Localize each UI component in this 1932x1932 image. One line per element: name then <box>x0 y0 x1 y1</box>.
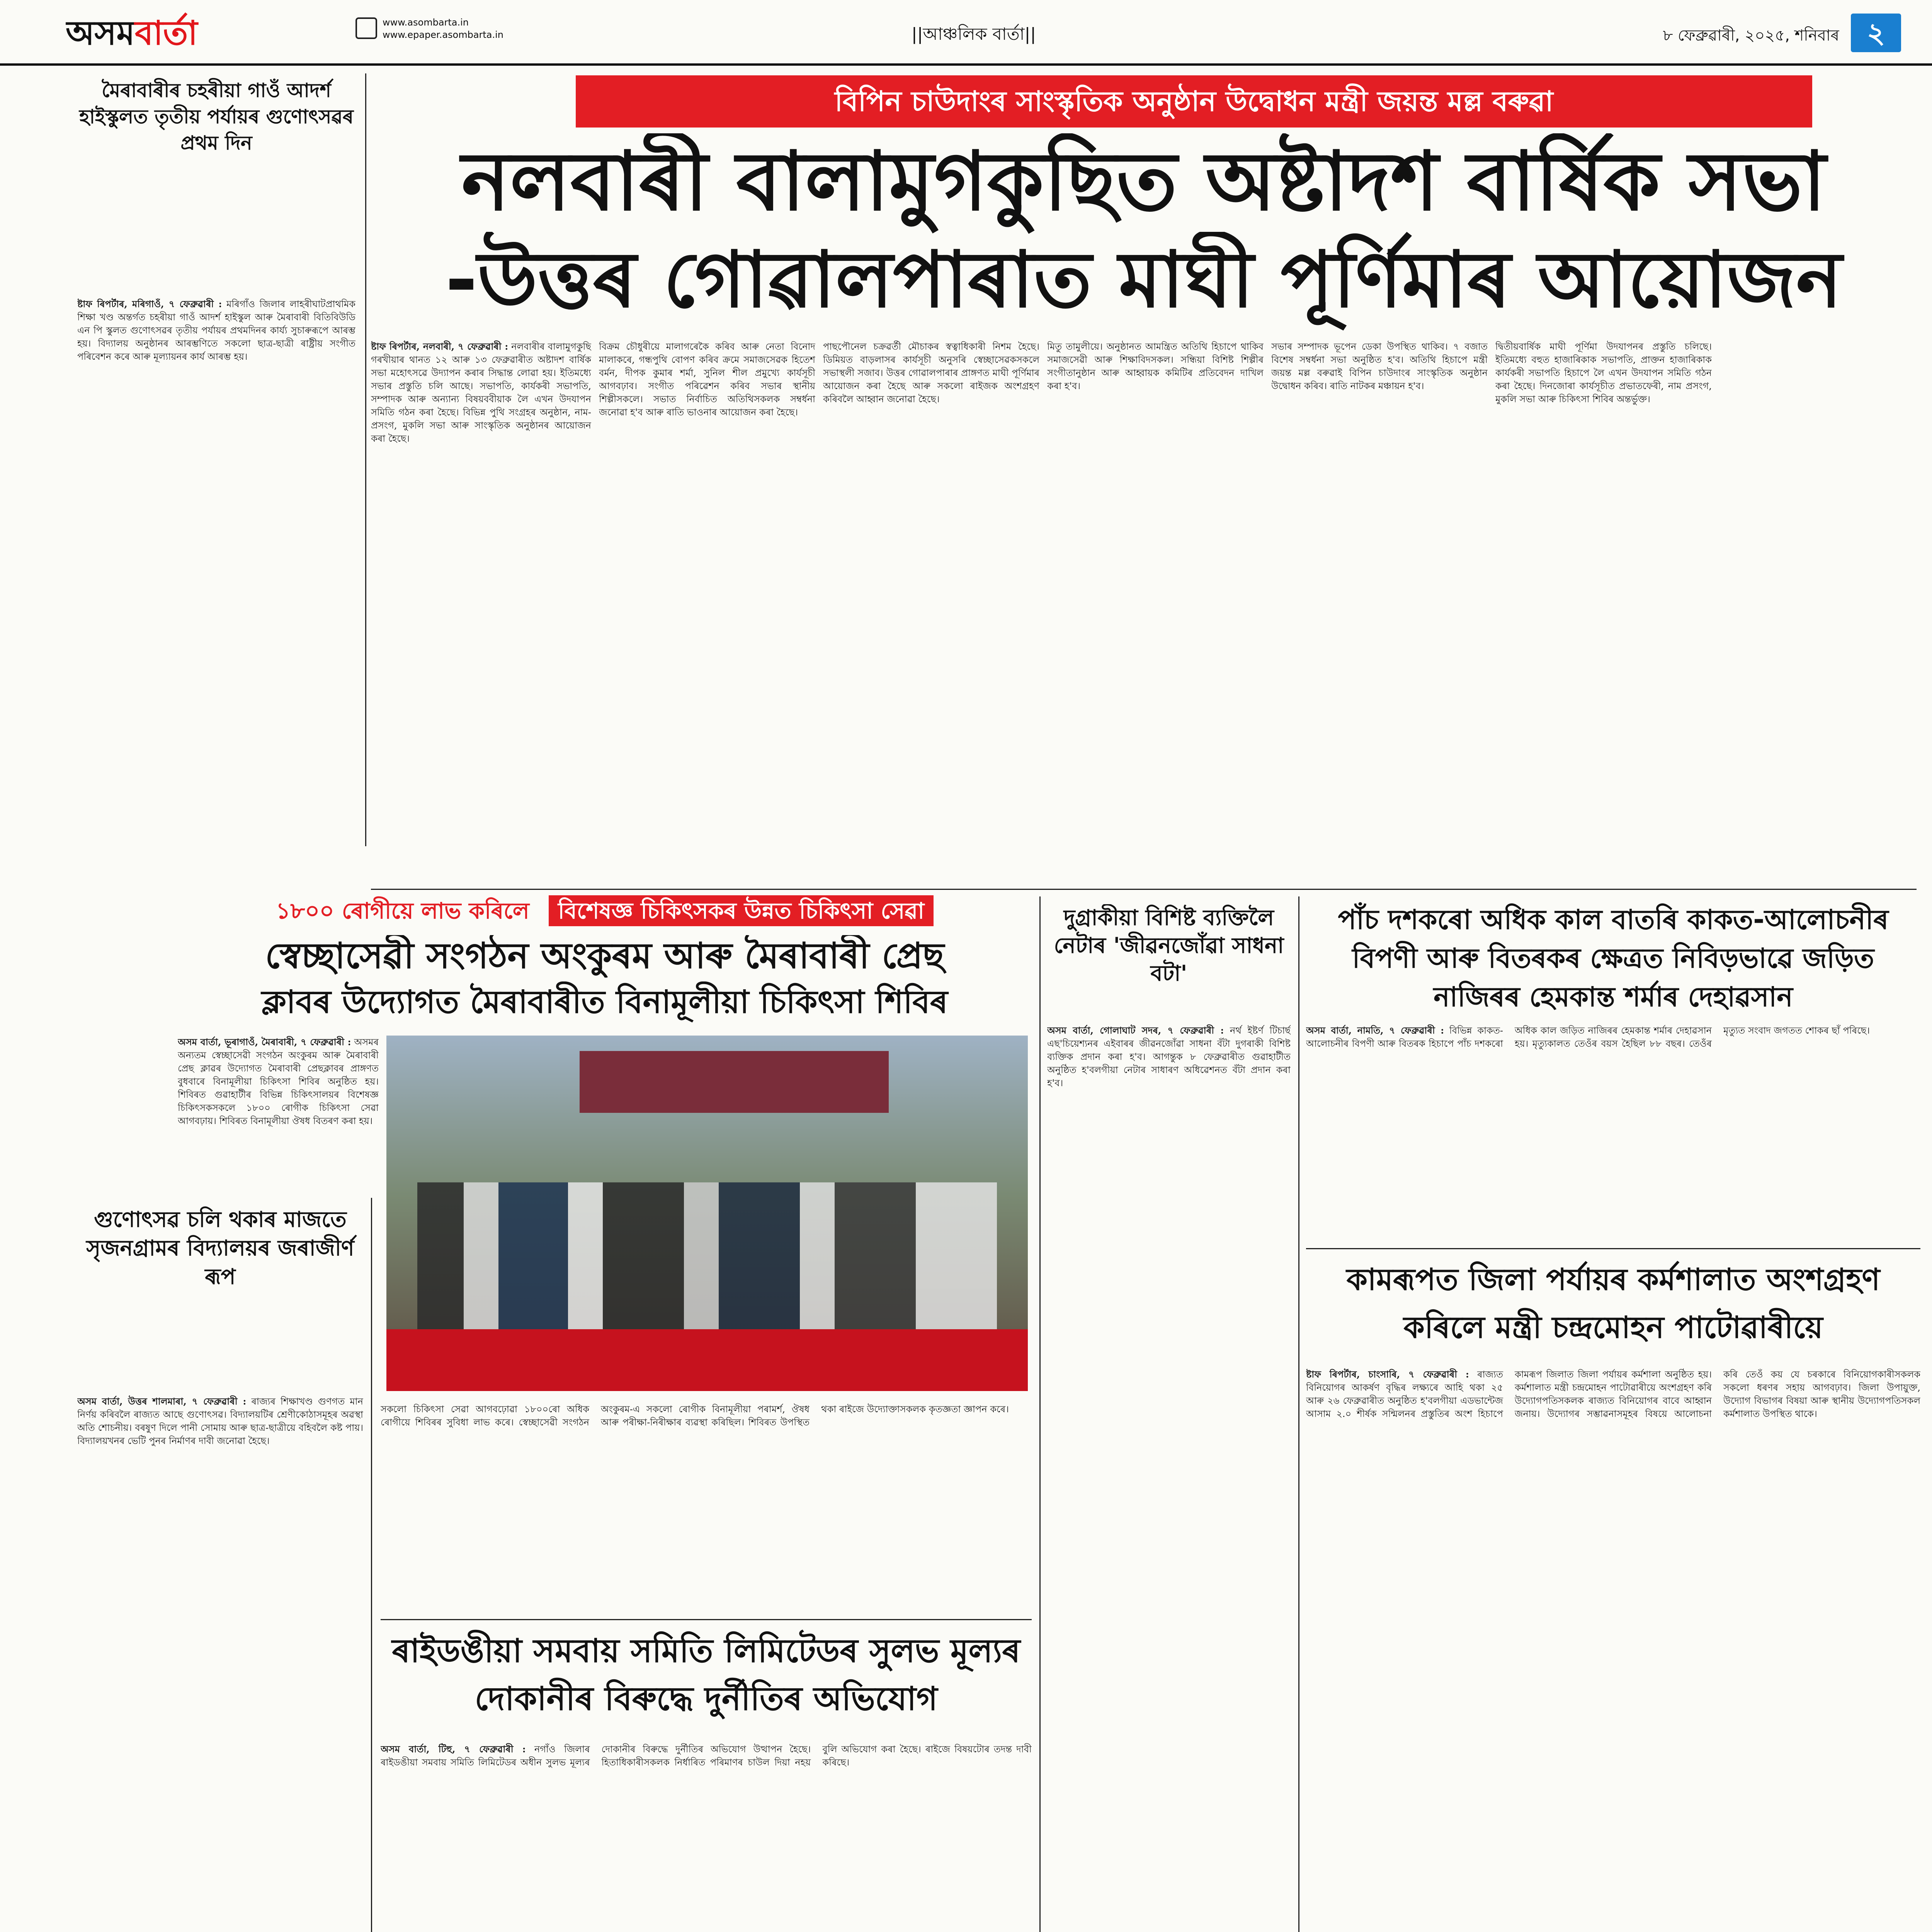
kamrup-dateline: ষ্টাফ ৰিপৰ্টাৰ, চাংসাৰি, ৭ ফেব্ৰুৱাৰী : <box>1306 1369 1469 1380</box>
col8-story <box>1719 340 1920 842</box>
page-number-text: ২ <box>1867 17 1885 49</box>
web-addresses <box>383 16 614 47</box>
globe-icon <box>355 17 377 39</box>
top-section-divider <box>371 889 1917 890</box>
camp-photo-table <box>386 1329 1028 1391</box>
col6-story: সভাৰ সম্পাদক ভূপেন ডেকা উপস্থিত থাকিব। ৭ বজাত বিশেষ সম্বৰ্ধনা সভা অনুষ্ঠিত হ'ব। অতিথি হিচাপে মন্ত্ৰী জয়ন্ত মল্ল বৰুৱাই বিপিন চাউদাংৰ সাংস্কৃতিক অনুষ্ঠান উদ্বোধন কৰিব। ৰাতি নাটকৰ মঞ্চায়ন হ'ব। <box>1271 341 1488 391</box>
web-link-2[interactable]: www.epaper.asombarta.in <box>383 29 504 40</box>
col2-dateline: ষ্টাফ ৰিপৰ্টাৰ, নলবাৰী, ৭ ফেব্ৰুৱাৰী : <box>371 341 509 352</box>
raidongia-text: নগাঁও জিলাৰ ৰাইডঙীয়া সমবায় সমিতি লিমিটেডৰ অধীন সুলভ মূল্যৰ দোকানীৰ বিৰুদ্ধে দুৰ্নীতিৰ অভিযোগ উত্থাপন হৈছে। হিতাধিকাৰীসকলক নিৰ্ধাৰিত পৰিমাণৰ চাউল দিয়া নহয় বুলি অভিযোগ কৰা হৈছে। ৰাইজে বিষয়টোৰ তদন্ত দাবী কৰিছে। <box>381 1744 1032 1768</box>
hemakanta-dateline: অসম বাৰ্তা, নামতি, ৭ ফেব্ৰুৱাৰী : <box>1306 1025 1444 1036</box>
web-link-1[interactable]: www.asombarta.in <box>383 17 469 28</box>
camp-kicker-right-text: বিশেষজ্ঞ চিকিৎসকৰ উন্নত চিকিৎসা সেৱা <box>558 898 925 924</box>
camp-bottom-rule <box>381 1619 1032 1620</box>
raidongia-dateline: অসম বাৰ্তা, টিহু, ৭ ফেব্ৰুৱাৰী : <box>381 1743 526 1755</box>
camp-body-2: সকলো চিকিৎসা সেৱা আগবঢ়োৱা ১৮০০ৰো অধিক ৰোগীয়ে শিবিৰৰ সুবিধা লাভ কৰে। স্বেচ্ছাসেৱী সংগঠন অংকুৰম-এ সকলো ৰোগীক বিনামূলীয়া পৰামৰ্শ, ঔষধ আৰু পৰীক্ষা-নিৰীক্ষাৰ ব্যৱস্থা কৰিছিল। শিবিৰত উপস্থিত থকা ৰাইজে উদ্যোক্তাসকলক কৃতজ্ঞতা জ্ঞাপন কৰে। <box>381 1404 1009 1428</box>
logo-left: অসম <box>66 14 135 50</box>
camp-headline-1: স্বেচ্ছাসেৱী সংগঠন অংকুৰম আৰু মৈৰাবাৰী প্ৰেছ <box>265 935 944 976</box>
camp-dateline: অসম বাৰ্তা, ভূৰাগাওঁ, মৈৰাবাৰী, ৭ ফেব্ৰুৱাৰী : <box>178 1036 351 1048</box>
left-story-text: মৰিগাঁও জিলাৰ লাহৰীঘাটপ্ৰাথমিক শিক্ষা খণ্ড অন্তৰ্গত চহৰীয়া গাওঁ আদৰ্শ হাইস্কুল আৰু মৈৰাবাৰী বিতিবিউডি এন পি স্কুলত গুণোৎসৱৰ তৃতীয় পৰ্যায়ৰ প্ৰথমদিনৰ কাৰ্য্য সুচাৰুৰূপে আৰম্ভ হয়। বিদ্যালয় অনুষ্ঠানৰ আৰম্ভণিতে সকলো ছাত্ৰ-ছাত্ৰী ৰাষ্ট্ৰীয় সংগীত পৰিবেশন কৰে আৰু মূল্যায়নৰ কাৰ্য আৰম্ভ হয়। <box>77 299 355 362</box>
masthead <box>0 0 1932 66</box>
hemakanta-text: বিভিন্ন কাকত-আলোচনীৰ বিপণী আৰু বিতৰক হিচাপে পাঁচ দশকৰো অধিক কাল জড়িত নাজিৰৰ হেমকান্ত শৰ্মাৰ দেহাৱসান হয়। মৃত্যুকালত তেওঁৰ বয়স হৈছিল ৮৮ বছৰ। তেওঁৰ মৃত্যুত সংবাদ জগতত শোকৰ ছাঁ পৰিছে। <box>1306 1025 1870 1049</box>
banner-headline-2: -উত্তৰ গোৱালপাৰাত মাঘী পূৰ্ণিমাৰ আয়োজন <box>445 235 1842 325</box>
middle-right-divider <box>1298 896 1299 1932</box>
dugrakia-body <box>1047 1024 1291 1932</box>
kamrup-body <box>1306 1368 1920 1932</box>
camp-intro <box>178 1036 379 1132</box>
gunotsav-dateline: অসম বাৰ্তা, উত্তৰ শালমাৰা, ৭ ফেব্ৰুৱাৰী : <box>77 1396 247 1407</box>
col4-story: পাছপৌনেল চক্ৰৱৰ্তী মৌচাকৰ স্বত্বাধিকাৰী নিশম হৈছে। ডিমিয়ত বাড়লাসৰ কাৰ্যসূচী অনুসৰি স্বেচ্ছাসেৱকসকলে সভাস্থলী সজাব। উত্তৰ গোৱালপাৰাৰ প্ৰাঙ্গণত মাঘী পূৰ্ণিমাৰ আয়োজন কৰা হৈছে আৰু সকলো ৰাইজক অংশগ্ৰহণ কৰিবলৈ আহ্বান জনোৱা হৈছে। <box>823 341 1039 405</box>
camp-photo <box>386 1036 1028 1391</box>
col3-story: বিক্ৰম চৌধুৰীয়ে মালাগৰেকৈ কৰিব আৰু নেতা বিনোদ মালাকৰে, গন্ধপুথি বোপণ কৰিব ক্ৰমে সমাজসেৱক হিতেশ বৰ্মন, দীপক কুমাৰ শৰ্মা, সুনিল শীল প্ৰমুখ্যে কাৰ্যসূচী আগবঢ়াব। সংগীত পৰিৱেশন কৰিব সভাৰ স্থানীয় শিল্পীসকলে। সভাত নিৰ্বাচিত অতিথিসকলক সম্বৰ্ধনা জনোৱা হ'ব আৰু ৰাতি ভাওনাৰ আয়োজন কৰা হৈছে। <box>599 341 815 418</box>
camp-kicker-left: ১৮০০ ৰোগীয়ে লাভ কৰিলে <box>276 898 529 924</box>
left-story-body <box>77 298 355 854</box>
banner-kicker-text: বিপিন চাউদাংৰ সাংস্কৃতিক অনুষ্ঠান উদ্বোধন মন্ত্ৰী জয়ন্ত মল্ল বৰুৱা <box>835 85 1553 117</box>
section-name: ||আঞ্চলিক বাৰ্তা|| <box>911 24 1036 44</box>
gunotsav-body <box>77 1395 363 1932</box>
camp-photo-people <box>417 1182 997 1345</box>
left-story-headline: মৈৰাবাৰীৰ চহৰীয়া গাওঁ আদৰ্শ হাইস্কুলত তৃতীয় পৰ্যায়ৰ গুণোৎসৱৰ প্ৰথম দিন <box>79 79 354 154</box>
issue-date: ৮ ফেব্ৰুৱাৰী, ২০২৫, শনিবাৰ <box>1663 27 1839 44</box>
col2-story <box>371 340 591 842</box>
hemakanta-bottom-rule <box>1306 1248 1920 1249</box>
dugrakia-box <box>1047 904 1291 1016</box>
camp-headline-2: ক্লাবৰ উদ্যোগত মৈৰাবাৰীত বিনামূলীয়া চিকিৎসা শিবিৰ <box>261 984 948 1020</box>
camp-intro-text: অসমৰ অন্যতম স্বেচ্ছাসেৱী সংগঠন অংকুৰম আৰু মৈৰাবাৰী প্ৰেছ ক্লাৱৰ উদ্যোগত মৈৰাবাৰী প্ৰেছক্লাবৰ প্ৰাঙ্গণত বুধবাৰে বিনামূলীয়া চিকিৎসা শিবিৰ অনুষ্ঠিত হয়। শিবিৰত গুৱাহাটীৰ বিভিন্ন চিকিৎসালয়ৰ বিশেষজ্ঞ চিকিৎসকসকলে ১৮০০ ৰোগীক চিকিৎসা সেৱা আগবঢ়ায়। শিবিৰত বিনামূলীয়া ঔষধ বিতৰণ কৰা হয়। <box>178 1037 379 1126</box>
dugrakia-headline: দুগ্ৰাকীয়া বিশিষ্ট ব্যক্তিলৈ নেটাৰ 'জীৱনজোঁৱা সাধনা বটা' <box>1054 905 1284 986</box>
col5-story: মিতু তামুলীয়ে। অনুষ্ঠানত আমন্ত্ৰিত অতিথি হিচাপে থাকিব সমাজসেৱী আৰু শিক্ষাবিদসকল। সন্ধিয়া বিশিষ্ট শিল্পীৰ সংগীতানুষ্ঠান আৰু আহ্বায়ক কমিটিৰ প্ৰতিবেদন দাখিল কৰা হ'ব। <box>1047 341 1264 391</box>
raidongia-body <box>381 1743 1032 1932</box>
banner-headline-1: নলবাৰী বালামুগকুছিত অষ্টাদশ বাৰ্ষিক সভা <box>461 134 1826 229</box>
kamrup-headline: কামৰূপত জিলা পৰ্যায়ৰ কৰ্মশালাত অংশগ্ৰহণ কৰিলে মন্ত্ৰী চন্দ্ৰমোহন পাটোৱাৰীয়ে <box>1346 1262 1880 1345</box>
col7-story: দ্বিতীয়বাৰ্ষিক মাঘী পূৰ্ণিমা উদযাপনৰ প্ৰস্তুতি চলিছে। ইতিমধ্যে বহুত হাজাৰিকাক সভাপতি, প্ৰাক্তন হাজাৰিকাক কাৰ্যকৰী সভাপতি হিচাপে লৈ এখন উদযাপন সমিতি গঠন কৰা হৈছে। দিনজোৰা কাৰ্যসূচীত প্ৰভাতফেৰী, নাম প্ৰসংগ, মুকলি সভা আৰু চিকিৎসা শিবিৰ অন্তৰ্ভুক্ত। <box>1495 341 1712 405</box>
gunotsav-headline: গুণোৎসৱ চলি থকাৰ মাজতে সৃজনগ্ৰামৰ বিদ্যালয়ৰ জৰাজীৰ্ণ ৰূপ <box>86 1207 354 1289</box>
logo <box>66 8 259 50</box>
dugrakia-dateline: অসম বাৰ্তা, গোলাঘাট সদৰ, ৭ ফেব্ৰুৱাৰী : <box>1047 1025 1224 1036</box>
camp-photo-banner <box>580 1051 889 1113</box>
raidongia-headline: ৰাইডঙীয়া সমবায় সমিতি লিমিটেডৰ সুলভ মূল্যৰ দোকানীৰ বিৰুদ্ধে দুৰ্নীতিৰ অভিযোগ <box>392 1632 1020 1718</box>
gunotsav-divider <box>371 1198 372 1932</box>
kamrup-text-2: উদ্যোগৰ সম্ভাৱনাসমূহৰ বিষয়ে আলোচনা কৰি তেওঁ কয় যে চৰকাৰে বিনিয়োগকাৰীসকলক সকলো ধৰণৰ সহায় আগবঢ়াব। জিলা উপায়ুক্ত, উদ্যোগ বিভাগৰ বিষয়া আৰু স্থানীয় উদ্যোগপতিসকল কৰ্মশালাত উপস্থিত থাকে। <box>1547 1369 1920 1419</box>
logo-right: বাৰ্তা <box>135 14 198 50</box>
banner-kicker <box>576 75 1812 128</box>
hemakanta-body <box>1306 1024 1920 1240</box>
left-column-divider <box>365 73 366 846</box>
hemakanta-headline: পাঁচ দশকৰো অধিক কাল বাতৰি কাকত-আলোচনীৰ বিপণী আৰু বিতৰকৰ ক্ষেত্ৰত নিবিড়ভাৱে জড়িত নাজিৰৰ হেমকান্ত শৰ্মাৰ দেহাৱসান <box>1338 904 1889 1013</box>
middle-left-divider <box>1039 896 1041 1932</box>
page-number <box>1851 14 1901 52</box>
gunotsav-text: ৰাজ্যৰ শিক্ষাখণ্ড গুণগত মান নিৰ্ণয় কৰিবলৈ ৰাজ্যত আছে গুণোৎসৱ। বিদ্যালয়টিৰ শ্ৰেণীকোঠাসমূহৰ অৱস্থা অতি শোচনীয়। বৰষুণ দিলে পানী সোমায় আৰু ছাত্ৰ-ছাত্ৰীয়ে বহিবলৈ কষ্ট পায়। বিদ্যালয়খনৰ ভেটি পুনৰ নিৰ্মাণৰ দাবী জনোৱা হৈছে। <box>77 1396 363 1446</box>
col2-text: নলবাৰীৰ বালামুগকুছি গৰখীয়াৰ থানত ১২ আৰু ১৩ ফেব্ৰুৱাৰীত অষ্টাদশ বাৰ্ষিক সভা মহোৎসৱে উদ্যাপন কৰাৰ সিদ্ধান্ত লোৱা হয়। ইতিমধ্যে সভাৰ প্ৰস্তুতি চলি আছে। সভাপতি, কাৰ্যকৰী সভাপতি, সম্পাদক আৰু অন্যান্য বিষয়ববীয়াক লৈ এখন উদযাপন সমিতি গঠন কৰা হৈছে। বিভিন্ন পুথি সংগ্ৰহৰ অনুষ্ঠান, নাম-প্ৰসংগ, মুকলি সভা আৰু সাংস্কৃতিক অনুষ্ঠানৰ আয়োজন কৰা হৈছে। <box>371 341 591 444</box>
dugrakia-text: নৰ্থ ইষ্টৰ্ণ টিচাৰ্ছ এছ'চিয়েশ্যনৰ এইবাৰৰ জীৱনজোঁৱা সাধনা বঁটা দুগৰাকী বিশিষ্ট ব্যক্তিক প্ৰদান কৰা হ'ব। আগন্তুক ৮ ফেব্ৰুৱাৰীত গুৱাহাটীত অনুষ্ঠিত হ'বলগীয়া নেটাৰ সাধাৰণ অধিৱেশনত বঁটা প্ৰদান কৰা হ'ব। <box>1047 1025 1291 1088</box>
camp-kicker <box>178 893 1032 929</box>
kamrup-text: ৰাজ্যত বিনিয়োগৰ আকৰ্ষণ বৃদ্ধিৰ লক্ষ্যৰে আহি থকা ২৫ আৰু ২৬ ফেব্ৰুৱাৰীত অনুষ্ঠিত হ'বলগীয়া এডভান্টেজ আসাম ২.০ শীৰ্ষক সন্মিলনৰ প্ৰস্তুতিৰ অংশ হিচাপে কামৰূপ জিলাত জিলা পৰ্যায়ৰ কৰ্মশালা অনুষ্ঠিত হয়। কৰ্মশালাত মন্ত্ৰী চন্দ্ৰমোহন পাটোৱাৰীয়ে অংশগ্ৰহণ কৰি উদ্যোগপতিসকলক ৰাজ্যত বিনিয়োগৰ বাবে আহ্বান জনায়। <box>1306 1369 1712 1419</box>
left-story-dateline: ষ্টাফ ৰিপৰ্টাৰ, মৰিগাওঁ, ৭ ফেব্ৰুৱাৰী : <box>77 298 222 310</box>
camp-kicker-right <box>549 895 934 926</box>
